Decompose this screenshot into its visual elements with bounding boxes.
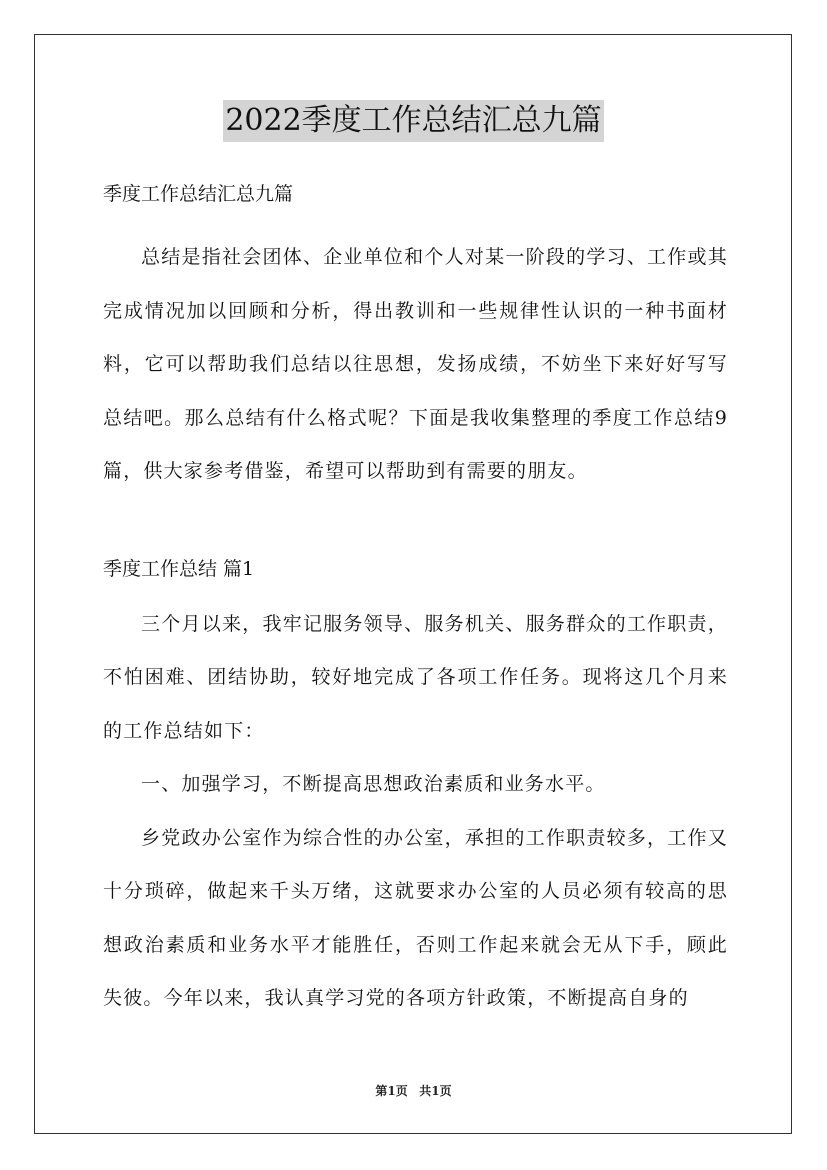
spacer [103, 499, 728, 551]
section-heading: 季度工作总结 篇1 [103, 557, 255, 580]
page-total: 共1页 [419, 1084, 452, 1098]
intro-paragraph: 总结是指社会团体、企业单位和个人对某一阶段的学习、工作或其完成情况加以回顾和分析，得出教训和一些规律性认识的一种书面材料，它可以帮助我们总结以往思想，发扬成绩，不妨坐下来好好写写总结吧。那么总结有什么格式呢？下面是我收集整理的季度工作总结9篇，供大家参考借鉴，希望可以帮助到有需要的朋友。 [103, 246, 728, 482]
spacer [103, 588, 728, 598]
title-container [0, 100, 827, 142]
document-body [103, 176, 728, 1026]
page-footer [0, 1082, 827, 1099]
section-paragraph: 三个月以来，我牢记服务领导、服务机关、服务群众的工作职责，不怕困难、团结协助，较好地完成了各项工作任务。现将这几个月来的工作总结如下： [103, 612, 728, 742]
spacer [103, 213, 728, 231]
document-title: 2022季度工作总结汇总九篇 [223, 100, 603, 142]
page-number: 第1页 [375, 1084, 408, 1098]
section-point: 一、加强学习，不断提高思想政治素质和业务水平。 [141, 773, 606, 795]
section-paragraph: 乡党政办公室作为综合性的办公室，承担的工作职责较多，工作又十分琐碎，做起来千头万绪，这就要求办公室的人员必须有较高的思想政治素质和业务水平才能胜任，否则工作起来就会无从下手，顾此失彼。今年以来，我认真学习党的各项方针政策，不断提高自身的 [103, 826, 728, 1009]
subtitle: 季度工作总结汇总九篇 [103, 183, 294, 205]
